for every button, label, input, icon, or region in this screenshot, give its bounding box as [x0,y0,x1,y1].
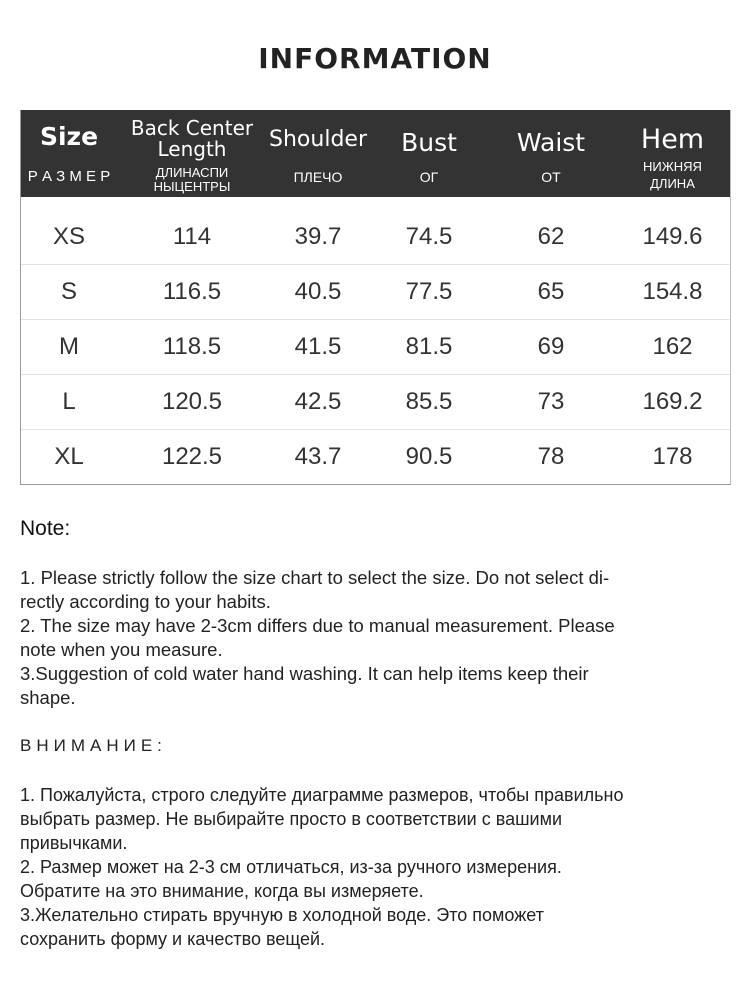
cell-shoulder: 41.5 [294,333,342,360]
note-ru-text [20,783,735,951]
header-hem [613,110,732,197]
table-row [21,265,730,320]
table-body [21,197,730,484]
cell-waist: 78 [537,443,565,470]
header-bust-en: Bust [401,128,457,157]
cell-back-center-length: 118.5 [162,333,222,360]
cell-bust: 90.5 [405,443,453,470]
header-hem-ru-1: НИЖНЯЯ [643,159,702,174]
note-ru-line: 2. Размер может на 2-3 см отличаться, из-за ручного измерения. [20,857,562,877]
header-bcl-en-1: Back Center [130,116,254,140]
cell-size: M [59,333,79,360]
note-line: note when you measure. [20,639,223,660]
header-bcl-ru-2: НЫЦЕНТРЫ [153,179,231,194]
cell-bust: 77.5 [405,278,453,305]
note-line: rectly according to your habits. [20,591,271,612]
cell-back-center-length: 120.5 [161,388,223,415]
table-row [21,375,730,430]
cell-bust: 81.5 [405,333,453,360]
cell-hem: 169.2 [642,388,703,415]
cell-hem: 178 [652,443,693,470]
header-bust [369,110,489,197]
note-ru-line: выбрать размер. Не выбирайте просто в соответствии с вашими [20,809,563,829]
note-ru-line: 1. Пожалуйста, строго следуйте диаграмме размеров, чтобы правильно [20,785,624,805]
header-bcl-ru-1: ДЛИНАСПИ [155,165,229,180]
table-row [21,430,730,484]
cell-waist: 69 [537,333,565,360]
note-line: 2. The size may have 2-3cm differs due to manual measurement. Please [20,615,615,636]
cell-waist: 65 [537,278,565,305]
cell-hem: 162 [652,333,693,360]
cell-waist: 73 [537,388,565,415]
cell-bust: 74.5 [405,223,453,250]
header-size-en: Size [39,122,99,151]
note-line: shape. [20,687,76,708]
table-row [21,210,730,265]
header-waist-ru: ОТ [541,169,561,185]
header-shoulder [267,110,369,197]
header-bust-ru: ОГ [419,169,439,185]
header-size-ru: Р А З М Е Р [27,168,111,185]
note-ru-line: сохранить форму и качество вещей. [20,929,326,949]
cell-shoulder: 39.7 [294,223,342,250]
note-ru-line: Обратите на это внимание, когда вы измеряете. [20,881,424,901]
header-bcl-en-2: Length [157,137,227,161]
header-waist-en: Waist [516,128,586,157]
header-shoulder-en: Shoulder [269,127,367,152]
table-header [21,110,730,197]
cell-waist: 62 [537,223,565,250]
header-hem-ru-2: ДЛИНА [650,176,695,191]
cell-hem: 149.6 [642,223,703,250]
note-line: 1. Please strictly follow the size chart to select the size. Do not select di- [20,567,610,588]
size-chart-table [20,110,731,485]
note-ru-line: привычками. [20,833,128,853]
cell-shoulder: 40.5 [294,278,342,305]
cell-back-center-length: 116.5 [162,278,222,305]
cell-size: XS [52,223,85,250]
note-line: 3.Suggestion of cold water hand washing. It can help items keep their [20,663,589,684]
header-back-center-length [117,110,267,197]
header-shoulder-ru: ПЛЕЧО [293,169,343,185]
note-text [20,566,720,710]
header-size [21,110,117,197]
page-title: INFORMATION [258,42,492,75]
cell-back-center-length: 114 [172,223,212,250]
cell-size: S [60,278,77,305]
cell-bust: 85.5 [405,388,453,415]
note-heading: Note: [20,517,71,540]
cell-size: L [62,388,76,415]
header-hem-en: Hem [640,124,705,155]
cell-back-center-length: 122.5 [161,443,223,470]
cell-hem: 154.8 [642,278,703,305]
note-ru-line: 3.Желательно стирать вручную в холодной воде. Это поможет [20,905,544,925]
cell-shoulder: 43.7 [294,443,342,470]
table-row [21,320,730,375]
cell-shoulder: 42.5 [294,388,342,415]
header-waist [489,110,613,197]
cell-size: XL [54,443,84,470]
note-ru-heading: ВНИМАНИЕ: [20,736,167,755]
